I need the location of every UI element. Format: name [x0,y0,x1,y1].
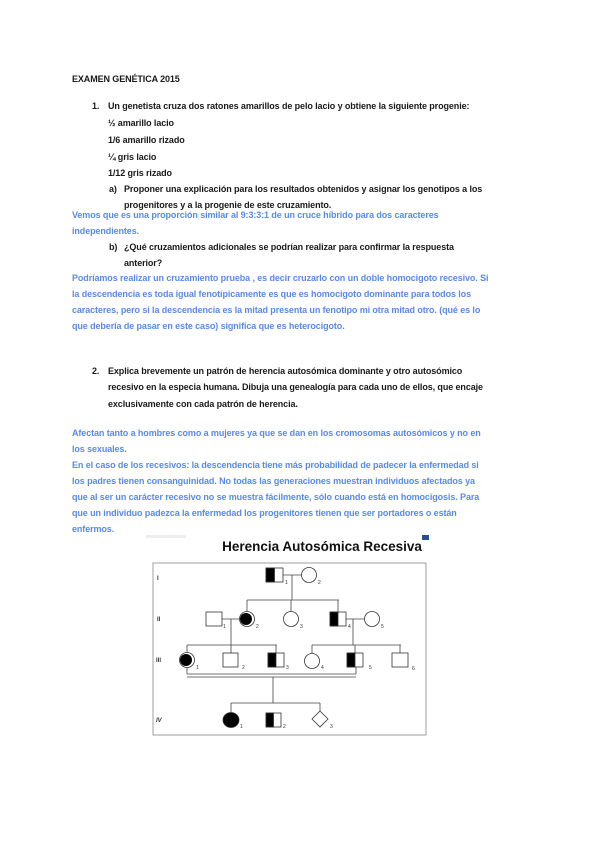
individual-II-5 [365,612,380,627]
label-III-3: 3 [286,665,289,671]
q2-answer: que al ser un carácter recesivo no se muestra fácilmente, sólo cuando está en homocigosis. Para [72,492,480,502]
q2-number: 2. [92,366,100,376]
q2-answer: Afectan tanto a hombres como a mujeres ya que se dan en los cromosomas autosómicos y no en [72,428,481,438]
label-II-5: 5 [381,624,384,630]
q2-text: recesivo en la especia humana. Dibuja una genealogía para cada uno de ellos, que encaje [108,382,483,392]
progeny-3: ¼ gris lacio [108,152,157,162]
q1a-answer: independientes. [72,226,140,236]
q2-answer: los sexuales. [72,444,127,454]
q1-number: 1. [92,101,100,111]
individual-III-2 [223,653,238,667]
label-III-2: 2 [242,665,245,671]
q2-answer: los padres tienen consanguinidad. No todas las generaciones muestran individuos afectados ya [72,476,475,486]
label-IV-3: 3 [330,724,333,730]
corner-mark [422,535,429,540]
q1a-text: progenitores y a la progenie de este cruzamiento. [124,200,332,210]
pedigree-title: Herencia Autosómica Recesiva [222,539,422,554]
label-IV-2: 2 [283,724,286,730]
q2-answer: En el caso de los recesivos: la descendencia tiene más probabilidad de padecer la enfermedad si [72,460,479,470]
q1b-marker: b) [109,242,118,252]
q1b-answer: caracteres, pero si la descendencia es la mitad presenta un fenotipo mi otra mitad otro. (qué es lo [72,305,481,315]
label-IV-1: 1 [240,724,243,730]
individual-IV-1 [223,713,239,728]
progeny-4: 1/12 gris rizado [108,168,172,178]
label-III-6: 6 [412,666,415,672]
progeny-2: 1/6 amarillo rizado [108,135,185,145]
individual-III-4 [305,654,320,669]
label-I-2: 2 [318,580,321,586]
label-II-1: 1 [223,624,226,630]
individual-I-1 [266,568,283,582]
gen-label-I: I [157,576,159,582]
gen-label-III: III [156,658,162,664]
individual-III-1 [180,653,195,668]
individual-II-3 [284,612,299,627]
individual-IV-2 [266,713,281,727]
q1b-answer: la descendencia es toda igual fenotípicamente es que es homocigoto dominante para todos los [72,289,471,299]
gen-label-IV: IV [156,718,162,724]
label-II-2: 2 [256,624,259,630]
label-II-4: 4 [348,624,351,630]
exam-title: EXAMEN GENÉTICA 2015 [72,74,180,84]
q1a-answer: Vemos que es una proporción similar al 9:3:3:1 de un cruce híbrido para dos caracteres [72,210,439,220]
label-II-3: 3 [300,624,303,630]
q1a-marker: a) [109,184,117,194]
individual-III-3 [268,653,284,667]
q1b-answer: Podríamos realizar un cruzamiento prueba , es decir cruzarlo con un doble homocigoto recesivo. Si [72,273,489,283]
q2-answer: que un individuo padezca la enfermedad los progenitores tienen que ser portadores o están [72,508,457,518]
label-III-5: 5 [369,665,372,671]
q2-answer: enfermos. [72,524,115,534]
individual-II-1 [206,612,222,626]
q1a-text: Proponer una explicación para los resultados obtenidos y asignar los genotipos a los [124,184,483,194]
individual-II-4 [330,612,346,626]
q2-text: Explica brevemente un patrón de herencia autosómica dominante y otro autosómico [108,366,463,376]
q1b-text: ¿Qué cruzamientos adicionales se podrían realizar para confirmar la respuesta [124,242,454,252]
individual-III-6 [392,653,408,667]
individual-II-2 [240,612,255,627]
label-I-1: 1 [285,580,288,586]
q1-text: Un genetista cruza dos ratones amarillos de pelo lacio y obtiene la siguiente progenie: [108,101,470,111]
label-III-4: 4 [321,665,324,671]
q1b-answer: que debería de pasar en este caso) significa que es heterocigoto. [72,321,345,331]
q1b-text: anterior? [124,258,163,268]
label-III-1: 1 [196,665,199,671]
individual-III-5 [347,653,363,667]
progeny-1: ½ amarillo lacio [108,118,174,128]
gen-label-II: II [157,617,161,623]
individual-I-2 [302,568,317,583]
q2-text: exclusivamente con cada patrón de herencia. [108,399,298,409]
